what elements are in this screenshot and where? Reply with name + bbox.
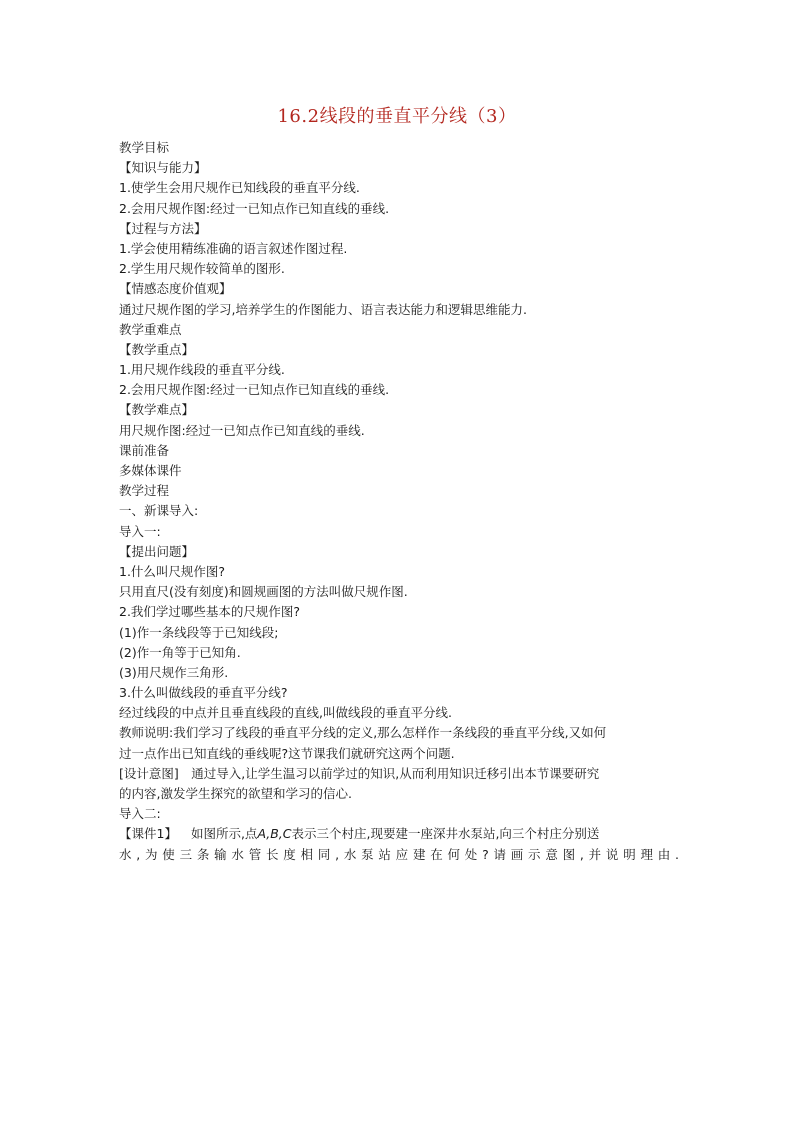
body-line: 导入二: [119,806,161,822]
body-line: 通过尺规作图的学习,培养学生的作图能力、语言表达能力和逻辑思维能力. [119,301,527,317]
body-line: 课前准备 [119,442,170,458]
body-line: (3)用尺规作三角形. [119,664,229,680]
body-line: 1.使学生会用尺规作已知线段的垂直平分线. [119,180,360,196]
document-body [119,138,679,865]
body-line: (2)作一角等于已知角. [119,644,241,660]
body-line: 导入一: [119,523,161,539]
body-line: 2.我们学过哪些基本的尺规作图? [119,604,301,620]
body-line: 2.会用尺规作图:经过一已知点作已知直线的垂线. [119,200,390,216]
kejian-text-before: 如图所示,点 [190,826,258,842]
body-line: 只用直尺(没有刻度)和圆规画图的方法叫做尺规作图. [119,584,408,600]
body-line: 一、新课导入: [119,503,199,519]
body-line: 教师说明:我们学习了线段的垂直平分线的定义,那么怎样作一条线段的垂直平分线,又如何 [119,725,607,741]
body-line: 1.学会使用精练准确的语言叙述作图过程. [119,240,348,256]
kejian-line-1 [119,824,679,844]
page-title: 16.2线段的垂直平分线（3） [277,106,517,127]
body-line: 经过线段的中点并且垂直线段的直线,叫做线段的垂直平分线. [119,705,452,721]
body-line: 【情感态度价值观】 [119,281,232,297]
body-line: 教学过程 [119,483,170,499]
body-line: 过一点作出已知直线的垂线呢?这节课我们就研究这两个问题. [119,745,455,761]
body-line: 多媒体课件 [119,463,182,478]
body-line: 【教学难点】 [119,402,195,418]
kejian-label: 【课件1】 [119,826,177,842]
body-lines [119,138,679,824]
kejian-points: A,B,C [257,826,292,842]
body-line: 【过程与方法】 [119,220,207,236]
body-line: 用尺规作图:经过一已知点作已知直线的垂线. [119,422,365,438]
body-line: 2.会用尺规作图:经过一已知点作已知直线的垂线. [119,382,390,398]
body-line: 的内容,激发学生探究的欲望和学习的信心. [119,786,352,801]
body-line: 3.什么叫做线段的垂直平分线? [119,685,288,701]
body-line: (1)作一条线段等于已知线段; [119,624,279,640]
body-line: 1.什么叫尺规作图? [119,563,226,579]
body-line: 教学目标 [119,140,170,155]
body-line: 【知识与能力】 [119,160,207,176]
body-line: [设计意图] 通过导入,让学生温习以前学过的知识,从而利用知识迁移引出本节课要研究 [119,765,600,781]
body-line: 【提出问题】 [119,543,195,559]
body-line: 1.用尺规作线段的垂直平分线. [119,362,285,378]
body-line: 教学重难点 [119,321,182,337]
body-line: 【教学重点】 [119,341,195,357]
kejian-text-after: 表示三个村庄,现要建一座深井水泵站,向三个村庄分别送 [291,826,600,842]
kejian-line-2: 水,为使三条输水管长度相同,水泵站应建在何处?请画示意图,并说明理由. [119,846,679,862]
body-line: 2.学生用尺规作较简单的图形. [119,261,285,277]
